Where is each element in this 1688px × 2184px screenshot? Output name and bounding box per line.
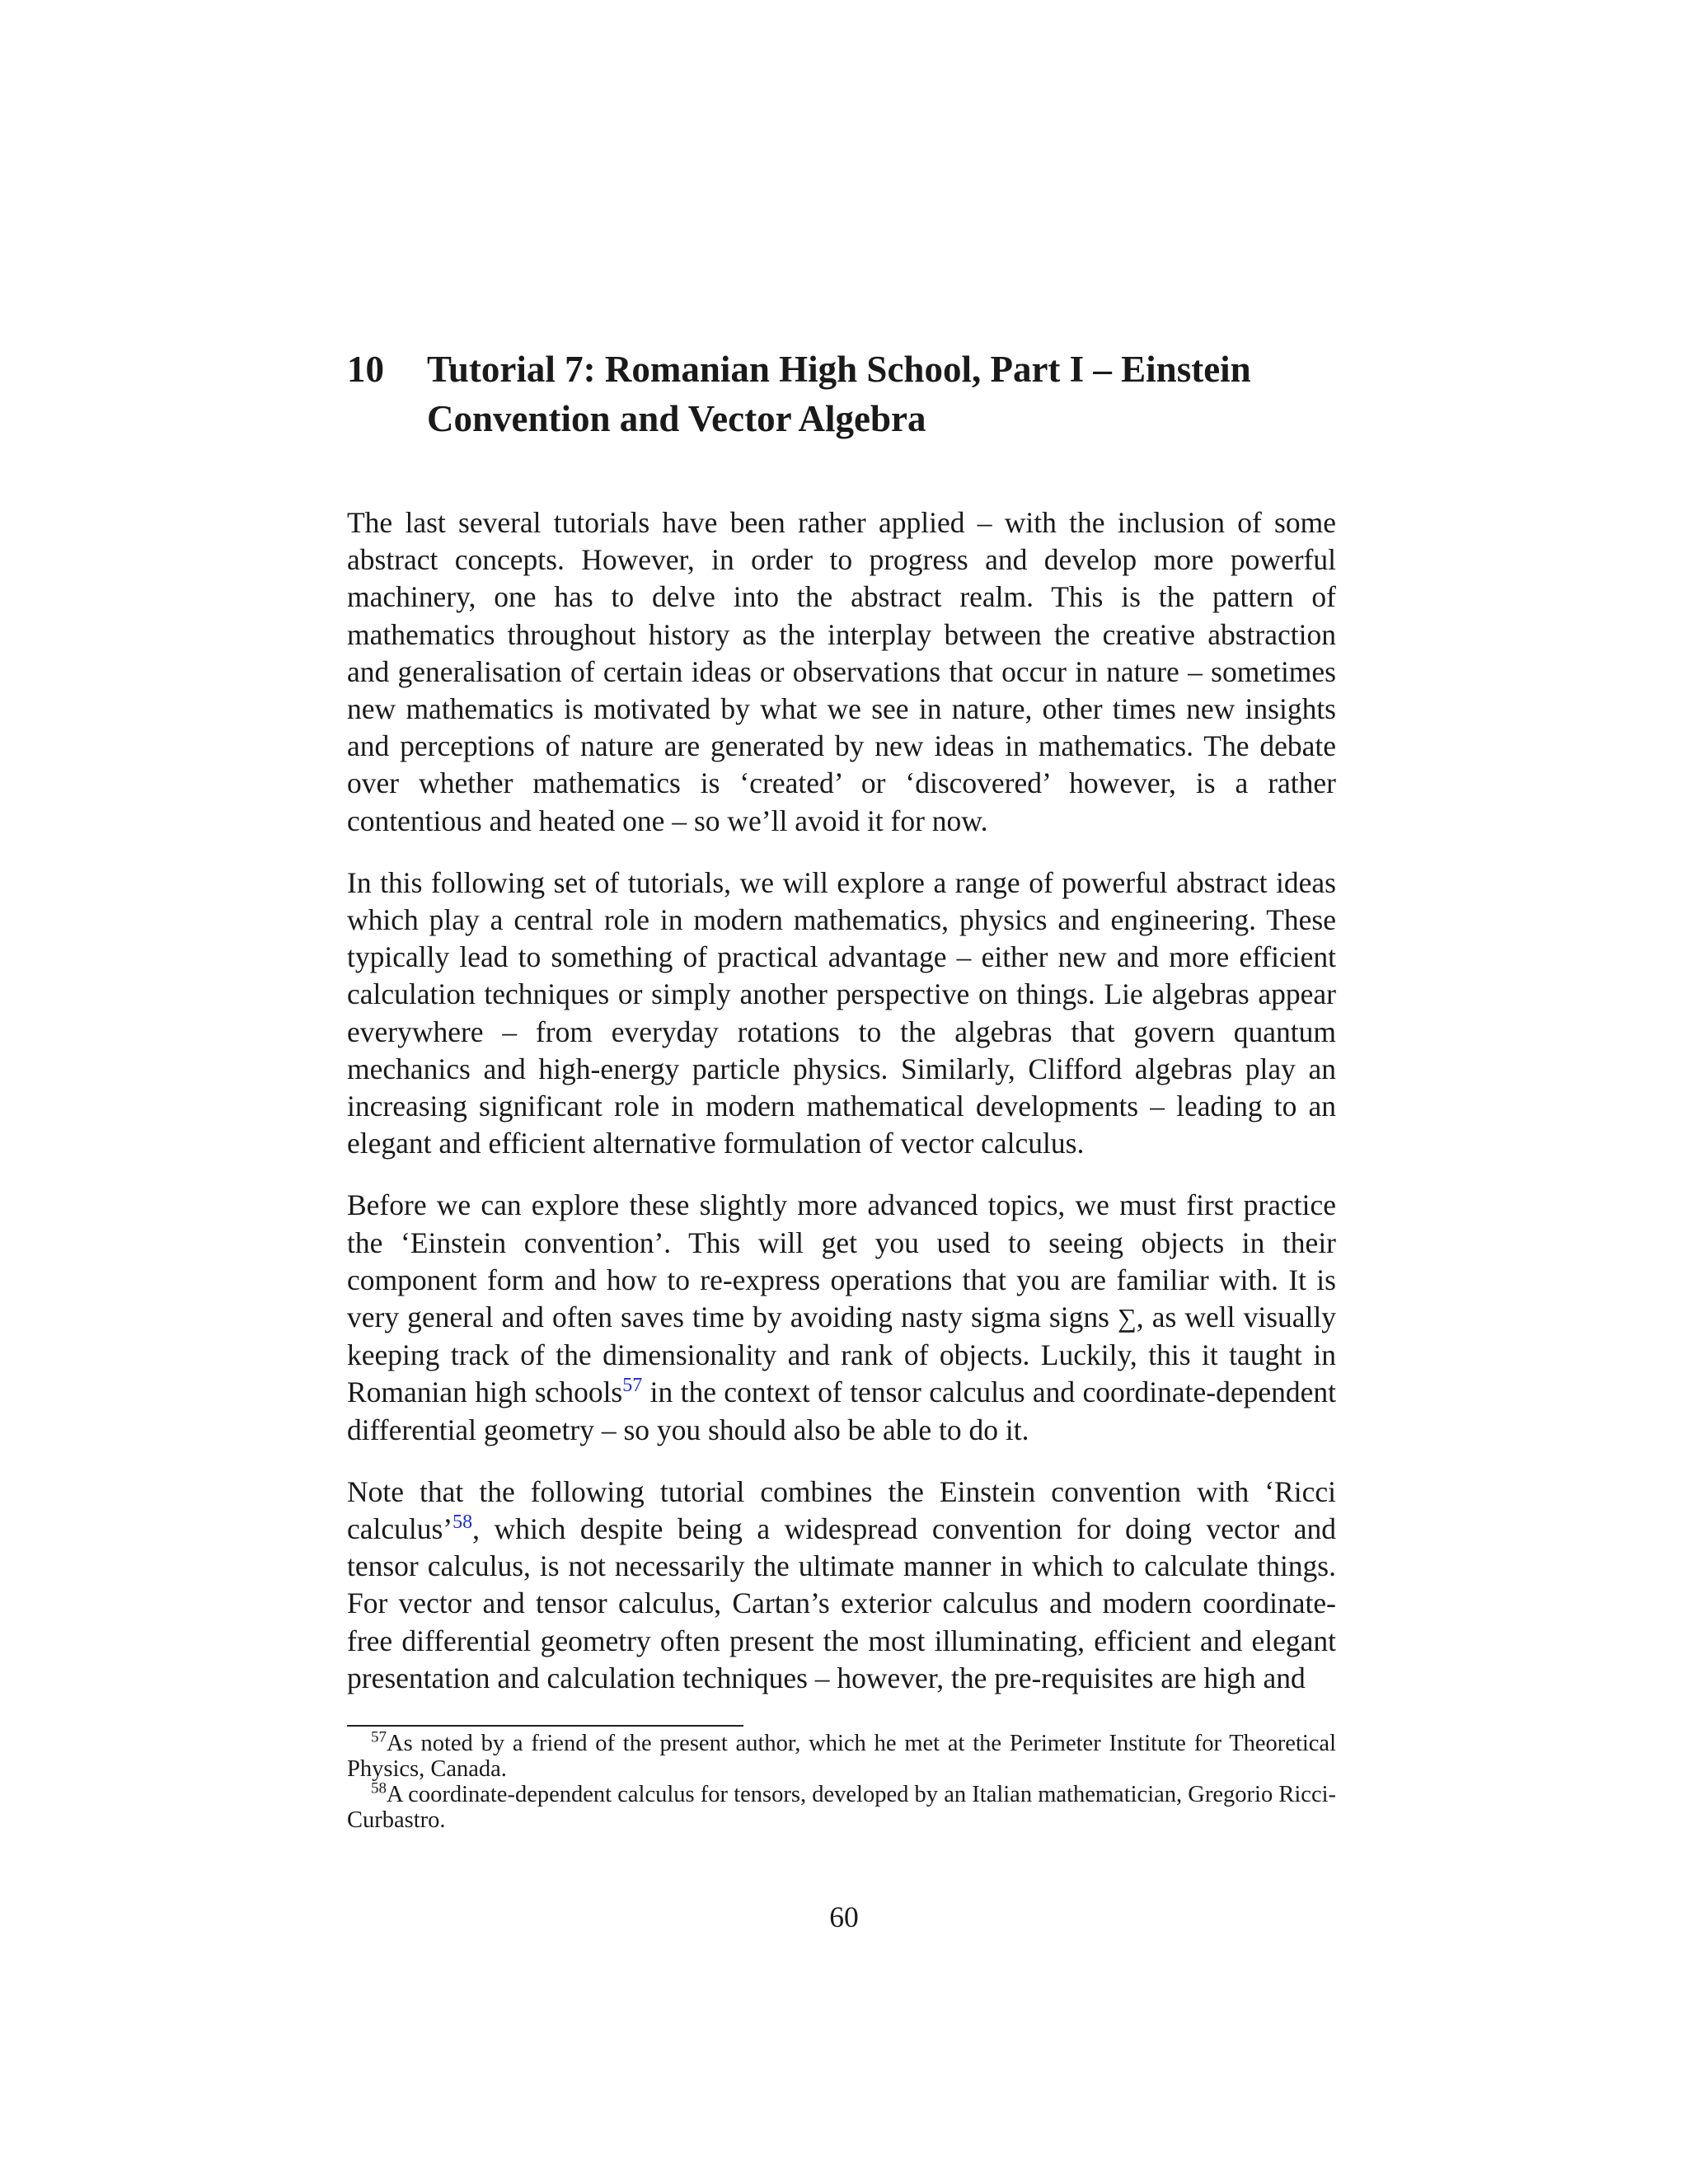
footnote-mark: 58 xyxy=(371,1779,387,1797)
footnote-text: A coordinate-dependent calculus for tensors, developed by an Italian mathematician, Gregorio Ricci-Curbastro. xyxy=(347,1782,1336,1833)
footnote-divider xyxy=(347,1725,743,1727)
section-heading xyxy=(347,344,1336,443)
page-number: 60 xyxy=(829,1900,859,1933)
paragraph-4 xyxy=(347,1474,1336,1697)
paragraph-3-text-b: , as well visually keeping track of the dimensionality and rank of objects. Luckily, this it taught in Romanian high schools xyxy=(347,1301,1336,1409)
footnote-mark: 57 xyxy=(371,1728,387,1746)
footnote-58 xyxy=(347,1779,1336,1833)
paragraph-3 xyxy=(347,1187,1336,1448)
paragraph-2: In this following set of tutorials, we will explore a range of powerful abstract ideas which play a central role in modern mathematics, physics and engineering. These typically lead to something of practical advantage – either new and more efficient calculation techniques or simply another perspective on things. Lie algebras appear everywhere – from everyday rotations to the algebras that govern quantum mechanics and high-energy particle physics. Similarly, Clifford algebras play an increasing significant role in modern mathematical developments – leading to an elegant and efficient alternative formulation of vector calculus. xyxy=(347,865,1336,1160)
paragraph-4-text-a: Note that the following tutorial combines the Einstein convention with ‘Ricci calculus’ xyxy=(347,1474,1336,1546)
paragraph-1: The last several tutorials have been rather applied – with the inclusion of some abstract concepts. However, in order to progress and develop more powerful machinery, one has to delve into the abstract realm. This is the pattern of mathematics throughout history as the interplay between the creative abstraction and generalisation of certain ideas or observations that occur in nature – sometimes new mathematics is motivated by what we see in nature, other times new insights and perceptions of nature are generated by new ideas in mathematics. The debate over whether mathematics is ‘created’ or ‘discovered’ however, is a rather contentious and heated one – so we’ll avoid it for now. xyxy=(347,506,1336,837)
footnote-ref-57[interactable]: 57 xyxy=(622,1375,643,1397)
paragraph-3-text-a: Before we can explore these slightly more advanced topics, we must first practice the ‘Einstein convention’. This will get you used to seeing objects in their component form and how to re-express operations that you are familiar with. It is very general and often saves time by avoiding nasty sigma signs xyxy=(347,1188,1336,1334)
section-number: 10 xyxy=(347,349,384,390)
footnotes xyxy=(347,1728,1336,1833)
footnote-57 xyxy=(347,1728,1336,1782)
footnote-text: As noted by a friend of the present author, which he met at the Perimeter Institute for Theoretical Physics, Canada. xyxy=(347,1731,1336,1782)
paragraph-4-text-b: , which despite being a widespread convention for doing vector and tensor calculus, is not necessarily the ultimate manner in which to calculate things. For vector and tensor calculus, Cartan’s exterior calculus and modern coordinate-free differential geometry often present the most illuminating, efficient and elegant presentation and calculation techniques – however, the pre-requisites are high and xyxy=(347,1512,1336,1694)
paragraph-3-text-c: in the context of tensor calculus and coordinate-dependent differential geometry – so you should also be able to do it. xyxy=(347,1376,1337,1446)
sigma-symbol: ∑ xyxy=(1117,1303,1137,1333)
body-text xyxy=(347,504,1336,1722)
section-title: Tutorial 7: Romanian High School, Part I – Einstein Convention and Vector Algebra xyxy=(427,349,1251,439)
footnote-ref-58[interactable]: 58 xyxy=(452,1511,473,1534)
